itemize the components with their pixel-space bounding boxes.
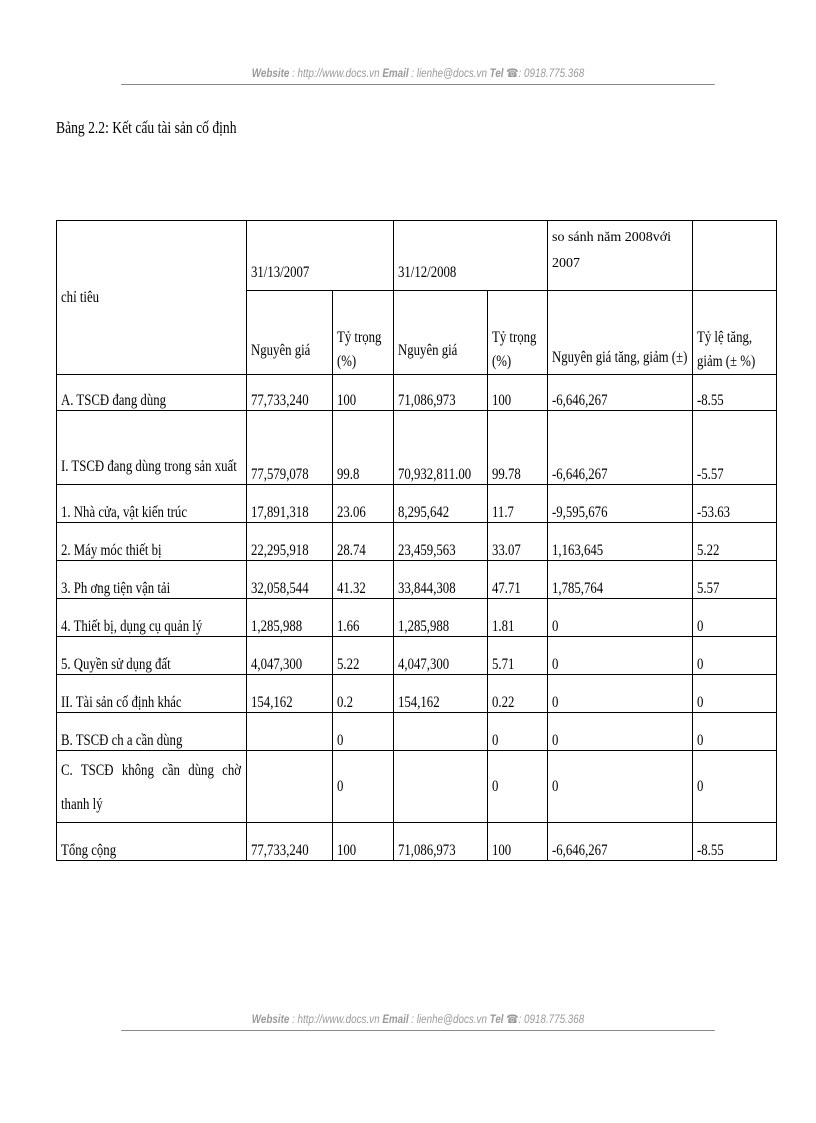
cell-value-2007: 77,579,078 (247, 411, 333, 485)
cell-change-value: -9,595,676 (548, 485, 693, 523)
cell-change-value: 0 (548, 675, 693, 713)
cell-value-2008: 1,285,988 (394, 599, 488, 637)
cell-indicator: B. TSCĐ ch a cần dùng (57, 713, 247, 751)
tel-label: Tel (489, 66, 504, 80)
cell-change-rate: -8.55 (693, 823, 777, 861)
table-row (57, 411, 777, 485)
cell-change-rate: 0 (693, 637, 777, 675)
cell-share-2008: 0.22 (488, 675, 548, 713)
header-orig-price-2008: Nguyên giá (394, 291, 488, 375)
cell-change-rate: 5.57 (693, 561, 777, 599)
cell-change-rate: -53.63 (693, 485, 777, 523)
table-row (57, 523, 777, 561)
email-value: : lienhe@docs.vn (411, 66, 487, 80)
header-indicator-cell: chỉ tiêu (57, 221, 247, 375)
cell-share-2007: 23.06 (333, 485, 394, 523)
cell-change-value: 0 (548, 751, 693, 823)
cell-value-2008: 23,459,563 (394, 523, 488, 561)
cell-indicator: Tổng cộng (57, 823, 247, 861)
cell-value-2007: 154,162 (247, 675, 333, 713)
cell-share-2008: 1.81 (488, 599, 548, 637)
footer-email-value: : lienhe@docs.vn (411, 1012, 487, 1026)
cell-change-rate: 0 (693, 751, 777, 823)
cell-value-2007: 32,058,544 (247, 561, 333, 599)
cell-value-2007: 77,733,240 (247, 375, 333, 411)
cell-indicator: 1. Nhà cửa, vật kiến trúc (57, 485, 247, 523)
cell-indicator: 2. Máy móc thiết bị (57, 523, 247, 561)
cell-indicator: 4. Thiết bị, dụng cụ quản lý (57, 599, 247, 637)
cell-indicator: II. Tài sản cố định khác (57, 675, 247, 713)
cell-value-2007: 1,285,988 (247, 599, 333, 637)
cell-indicator: 5. Quyền sử dụng đất (57, 637, 247, 675)
cell-share-2007: 41.32 (333, 561, 394, 599)
cell-value-2008: 71,086,973 (394, 375, 488, 411)
header-row-periods (57, 221, 777, 291)
header-period-2007: 31/13/2007 (247, 221, 394, 291)
footer-tel-value: ☎: 0918.775.368 (506, 1012, 585, 1026)
cell-change-rate: -5.57 (693, 411, 777, 485)
cell-share-2007: 5.22 (333, 637, 394, 675)
cell-share-2008: 5.71 (488, 637, 548, 675)
cell-change-value: 0 (548, 713, 693, 751)
cell-share-2008: 100 (488, 375, 548, 411)
table-body (57, 375, 777, 861)
cell-change-value: 1,163,645 (548, 523, 693, 561)
cell-share-2007: 100 (333, 375, 394, 411)
cell-change-rate: 5.22 (693, 523, 777, 561)
cell-share-2007: 1.66 (333, 599, 394, 637)
header-change-rate: Tỷ lệ tăng, giảm (± %) (693, 291, 777, 375)
email-label: Email (382, 66, 409, 80)
fixed-assets-table (56, 220, 777, 861)
footer-website-label: Website (251, 1012, 290, 1026)
cell-value-2008: 71,086,973 (394, 823, 488, 861)
cell-share-2007: 28.74 (333, 523, 394, 561)
header-share-2008: Tỷ trọng (%) (488, 291, 548, 375)
table-row (57, 675, 777, 713)
cell-value-2008 (394, 713, 488, 751)
cell-share-2008: 47.71 (488, 561, 548, 599)
cell-indicator: A. TSCĐ đang dùng (57, 375, 247, 411)
cell-change-rate: 0 (693, 713, 777, 751)
cell-value-2008 (394, 751, 488, 823)
cell-indicator: I. TSCĐ đang dùng trong sản xuất (57, 411, 247, 485)
table-row (57, 751, 777, 823)
table-row (57, 599, 777, 637)
cell-value-2007: 17,891,318 (247, 485, 333, 523)
header-blank (693, 221, 777, 291)
footer-email-label: Email (382, 1012, 409, 1026)
cell-change-value: 1,785,764 (548, 561, 693, 599)
cell-value-2008: 8,295,642 (394, 485, 488, 523)
cell-value-2007 (247, 751, 333, 823)
cell-share-2007: 0 (333, 713, 394, 751)
footer-website-url: : http://www.docs.vn (292, 1012, 380, 1026)
cell-share-2008: 0 (488, 751, 548, 823)
cell-value-2008: 33,844,308 (394, 561, 488, 599)
cell-change-value: -6,646,267 (548, 823, 693, 861)
table-row (57, 823, 777, 861)
cell-change-value: 0 (548, 599, 693, 637)
cell-change-rate: 0 (693, 675, 777, 713)
cell-change-rate: -8.55 (693, 375, 777, 411)
cell-change-value: -6,646,267 (548, 375, 693, 411)
cell-value-2007: 22,295,918 (247, 523, 333, 561)
header-compare: so sánh năm 2008với 2007 (548, 221, 693, 291)
table-row (57, 713, 777, 751)
cell-indicator: C. TSCĐ không cần dùng chờ thanh lý (57, 751, 247, 823)
cell-change-value: 0 (548, 637, 693, 675)
header-share-2007: Tỷ trọng (%) (333, 291, 394, 375)
cell-value-2008: 154,162 (394, 675, 488, 713)
cell-change-rate: 0 (693, 599, 777, 637)
page-footer (121, 1012, 715, 1031)
header-orig-price-2007: Nguyên giá (247, 291, 333, 375)
cell-share-2008: 0 (488, 713, 548, 751)
cell-share-2008: 11.7 (488, 485, 548, 523)
cell-share-2007: 99.8 (333, 411, 394, 485)
table-row (57, 375, 777, 411)
cell-change-value: -6,646,267 (548, 411, 693, 485)
cell-share-2007: 0 (333, 751, 394, 823)
header-change-value: Nguyên giá tăng, giảm (±) (548, 291, 693, 375)
cell-value-2007: 4,047,300 (247, 637, 333, 675)
website-url: : http://www.docs.vn (292, 66, 380, 80)
cell-share-2008: 33.07 (488, 523, 548, 561)
cell-share-2007: 100 (333, 823, 394, 861)
table-caption: Bảng 2.2: Kết cấu tài sản cố định (56, 118, 237, 137)
cell-value-2007 (247, 713, 333, 751)
header-period-2008: 31/12/2008 (394, 221, 548, 291)
table-row (57, 561, 777, 599)
cell-value-2008: 70,932,811.00 (394, 411, 488, 485)
page-header (121, 66, 715, 85)
table-row (57, 637, 777, 675)
cell-indicator: 3. Ph ơng tiện vận tải (57, 561, 247, 599)
cell-value-2008: 4,047,300 (394, 637, 488, 675)
tel-value: ☎: 0918.775.368 (506, 66, 585, 80)
footer-tel-label: Tel (489, 1012, 504, 1026)
table-row (57, 485, 777, 523)
cell-share-2008: 100 (488, 823, 548, 861)
cell-share-2007: 0.2 (333, 675, 394, 713)
cell-value-2007: 77,733,240 (247, 823, 333, 861)
cell-share-2008: 99.78 (488, 411, 548, 485)
website-label: Website (251, 66, 290, 80)
